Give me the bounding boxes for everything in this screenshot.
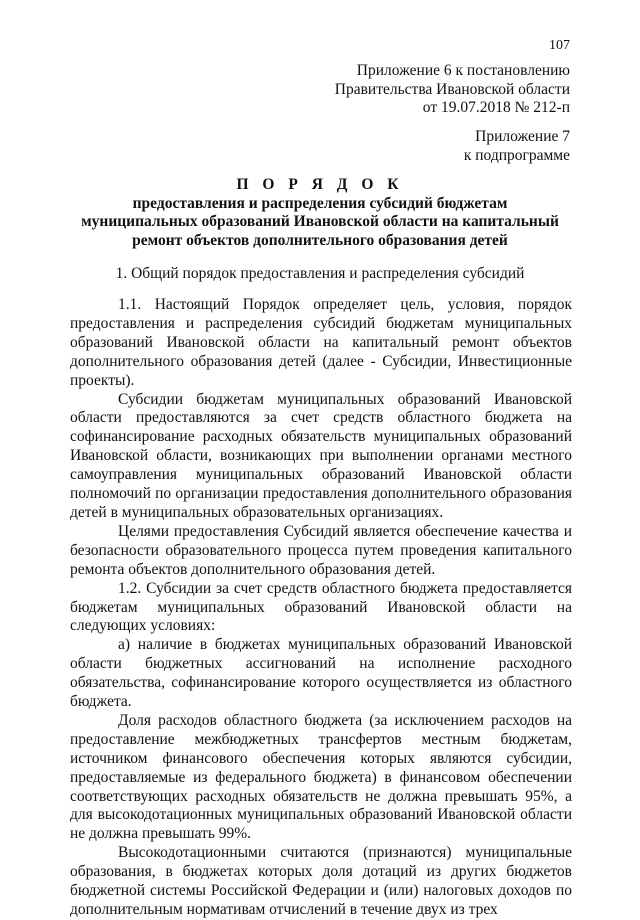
appendix-6-reference (335, 62, 570, 118)
appendix-6-line-1: Приложение 6 к постановлению (356, 62, 570, 79)
paragraph-1-1: 1.1. Настоящий Порядок определяет цель, условия, порядок предоставления и распределения субсидий бюджетам муниципальных образований Ивановской области на капитальный ремонт объектов дополнительного образования детей (далее - Субсидии, Инвестиционные проекты). (70, 296, 572, 389)
document-body (70, 296, 572, 920)
paragraph-subsidies: Субсидии бюджетам муниципальных образований Ивановской области предоставляются за счет средств областного бюджета на софинансирование расходных обязательств муниципальных образований Ивановской области, возникающих при выполнении органами местного самоуправления муниципальных образований Ивановской области полномочий по организации предоставления дополнительного образования детей в муниципальных образовательных организациях. (70, 390, 572, 521)
paragraph-share: Доля расходов областного бюджета (за исключением расходов на предоставление межбюджетных трансфертов местным бюджетам, источником финансового обеспечения которых являются субсидии, предоставляемые из федерального бюджета) в финансовом обеспечении соответствующих расходных обязательств не должна превышать 95%, а для высокодотационных муниципальных образований Ивановской области не должна превышать 99%. (70, 711, 572, 843)
title-line-2: муниципальных образований Ивановской области на капитальный (81, 213, 559, 230)
document-title (70, 176, 570, 250)
appendix-6-line-2: Правительства Ивановской области (334, 80, 570, 98)
paragraph-1-2: 1.2. Субсидии за счет средств областного бюджета предоставляется бюджетам муниципальных образований Ивановской области на следующих условиях: (70, 579, 572, 635)
paragraph-goals: Целями предоставления Субсидий является обеспечение качества и безопасности образовательного процесса путем проведения капитального ремонта объектов дополнительного образования детей. (70, 522, 572, 578)
paragraph-high-subsidy: Высокодотационными считаются (признаются) муниципальные образования, в бюджетах которых доля дотаций из других бюджетов бюджетной системы Российской Федерации и (или) налоговых доходов по дополнительным нормативам отчислений в течение двух из трех (70, 844, 572, 918)
appendix-7-reference (464, 128, 570, 165)
appendix-6-line-3: от 19.07.2018 № 212-п (422, 99, 570, 116)
page-number: 107 (549, 38, 570, 53)
section-title: 1. Общий порядок предоставления и распределения субсидий (115, 265, 525, 282)
paragraph-condition-a: а) наличие в бюджетах муниципальных образований Ивановской области бюджетных ассигнований на исполнение расходного обязательства, софинансирование которого осуществляется из областного бюджета. (70, 636, 572, 711)
title-line-3: ремонт объектов дополнительного образования детей (132, 231, 508, 249)
title-heading: П О Р Я Д О К (236, 176, 404, 193)
title-line-1: предоставления и распределения субсидий бюджетам (132, 194, 508, 212)
appendix-7-line-2: к подпрограмме (463, 146, 570, 164)
appendix-7-line-1: Приложение 7 (475, 128, 570, 145)
